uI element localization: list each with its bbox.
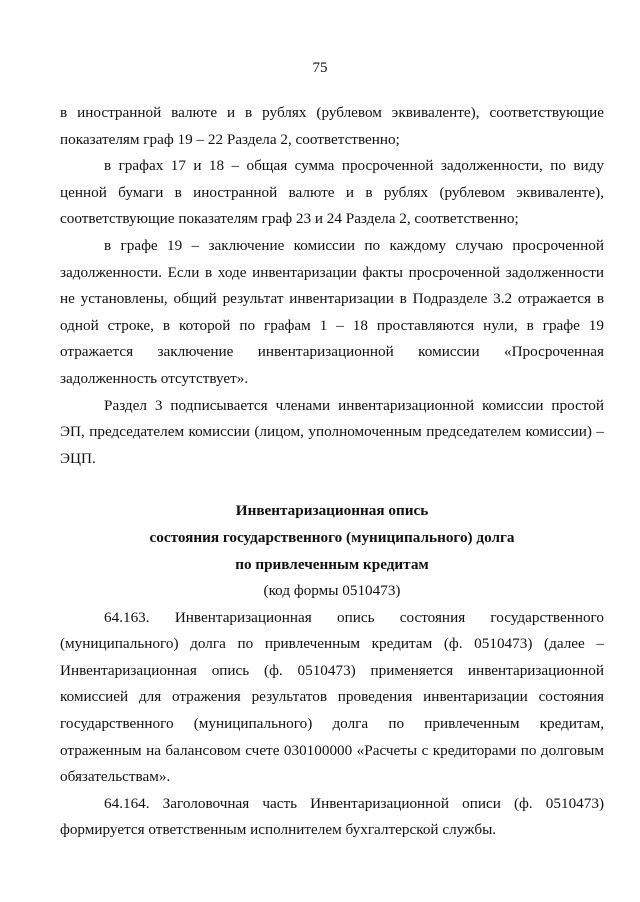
paragraph: в иностранной валюте и в рублях (рублевом эквиваленте), соответствующие показателям граф 19 – 22 Раздела 2, соответственно; xyxy=(60,104,604,148)
heading-line-3: по привлеченным кредитам xyxy=(235,555,429,573)
paragraph: 64.164. Заголовочная часть Инвентаризационной описи (ф. 0510473) формируется ответственным исполнителем бухгалтерской службы. xyxy=(60,794,604,839)
section-heading xyxy=(60,498,604,604)
heading-line-2: состояния государственного (муниципального) долга xyxy=(149,528,515,546)
paragraph: в графе 19 – заключение комиссии по каждому случаю просроченной задолженности. Если в ходе инвентаризации факты просроченной задолженности не установлены, общий результат инвентаризации в Подразделе 3.2 отражается в одной строке, в которой по графам 1 – 18 проставляются нули, в графе 19 отражается заключение инвентаризационной комиссии «Просроченная задолженность отсутствует». xyxy=(60,236,604,387)
document-body xyxy=(60,100,604,844)
page-number: 75 xyxy=(312,60,328,76)
form-code: (код формы 0510473) xyxy=(263,582,401,600)
paragraph: 64.163. Инвентаризационная опись состояния государственного (муниципального) долга по привлеченным кредитам (ф. 0510473) (далее – Инвентаризационная опись (ф. 0510473) применяется инвентаризационной комиссией для отражения результатов проведения инвентаризации состояния государственного (муниципального) долга по привлеченным кредитам, отраженным на балансовом счете 030100000 «Расчеты с кредиторами по долговым обязательствам». xyxy=(60,608,604,786)
paragraph: в графах 17 и 18 – общая сумма просроченной задолженности, по виду ценной бумаги в иностранной валюте и в рублях (рублевом эквиваленте), соответствующие показателям граф 23 и 24 Раздела 2, соответственно; xyxy=(60,157,604,228)
heading-line-1: Инвентаризационная опись xyxy=(235,502,429,520)
paragraph: Раздел 3 подписывается членами инвентаризационной комиссии простой ЭП, председателем комиссии (лицом, уполномоченным председателем комиссии) – ЭЦП. xyxy=(60,396,604,467)
